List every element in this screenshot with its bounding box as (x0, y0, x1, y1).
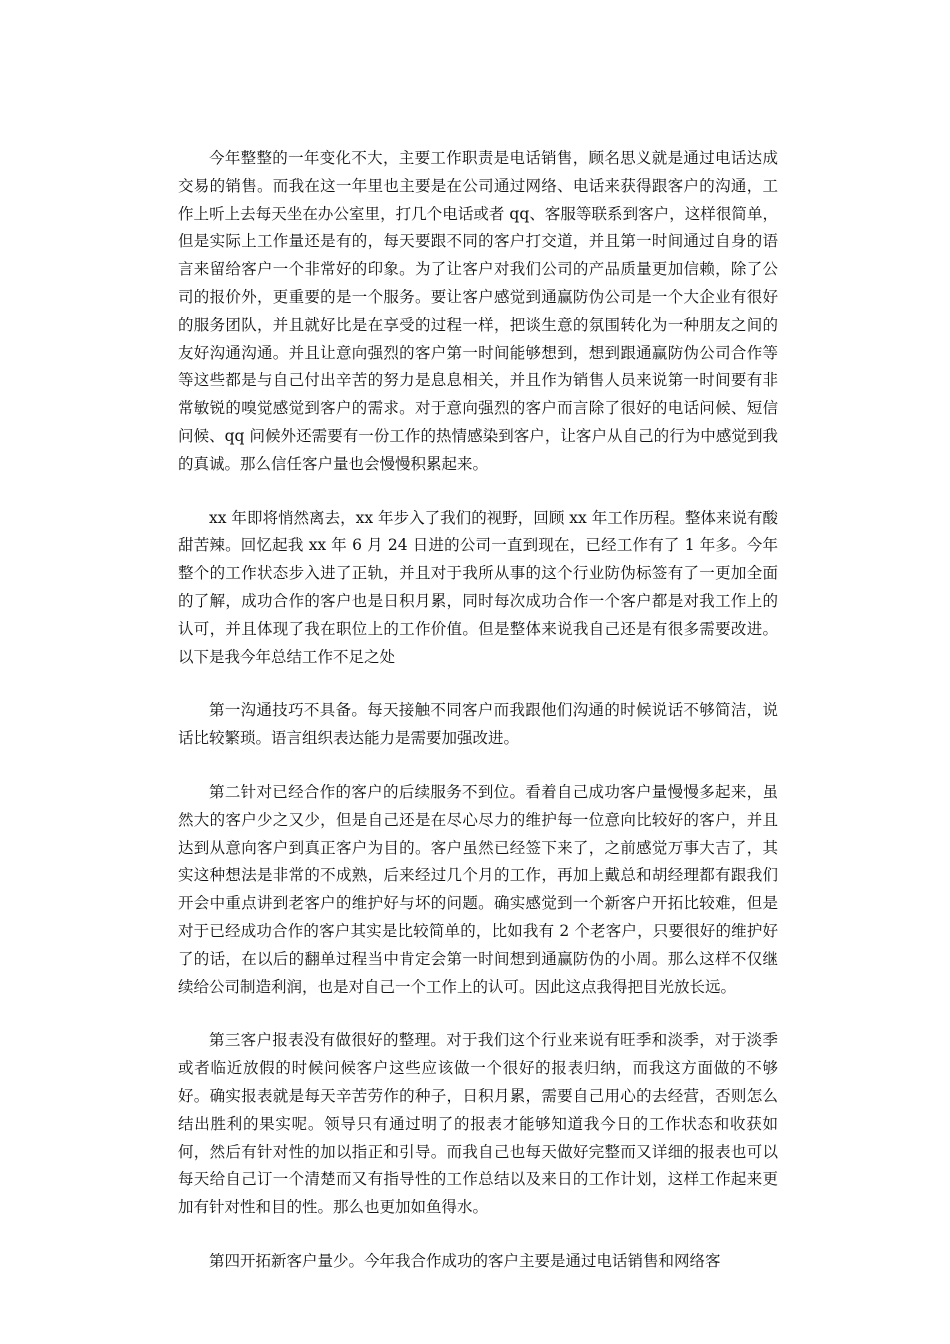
paragraph-point-3: 第三客户报表没有做很好的整理。对于我们这个行业来说有旺季和淡季，对于淡季或者临近放假的时候问候客户这些应该做一个很好的报表归纳，而我这方面做的不够好。确实报表就是每天辛苦劳作的种子，日积月累，需要自己用心的去经营，否则怎么结出胜利的果实呢。领导只有通过明了的报表才能够知道我今日的工作状态和收获如何，然后有针对性的加以指正和引导。而我自己也每天做好完整而又详细的报表也可以每天给自己订一个清楚而又有指导性的工作总结以及来日的工作计划，这样工作起来更加有针对性和目的性。那么也更加如鱼得水。 (178, 1031, 778, 1217)
paragraph-point-2: 第二针对已经合作的客户的后续服务不到位。看着自己成功客户量慢慢多起来，虽然大的客户少之又少，但是自己还是在尽心尽力的维护每一位意向比较好的客户，并且达到从意向客户到真正客户为目的。客户虽然已经签下来了，之前感觉万事大吉了，其实这种想法是非常的不成熟，后来经过几个月的工作，再加上戴总和胡经理都有跟我们开会中重点讲到老客户的维护好与坏的问题。确实感觉到一个新客户开拓比较难，但是对于已经成功合作的客户其实是比较简单的，比如我有 2 个老客户，只要很好的维护好了的话，在以后的翻单过程当中肯定会第一时间想到通赢防伪的小周。那么这样不仅继续给公司制造利润，也是对自己一个工作上的认可。因此这点我得把目光放长远。 (178, 782, 778, 996)
paragraph-review: xx 年即将悄然离去，xx 年步入了我们的视野，回顾 xx 年工作历程。整体来说有酸甜苦辣。回忆起我 xx 年 6 月 24 日进的公司一直到现在，已经工作有了 1 年多。今年整个的工作状态步入进了正轨，并且对于我所从事的这个行业防伪标签有了一更加全面的了解，成功合作的客户也是日积月累，同时每次成功合作一个客户都是对我工作上的认可，并且体现了我在职位上的工作价值。但是整体来说我自己还是有很多需要改进。以下是我今年总结工作不足之处 (178, 508, 778, 666)
paragraph-point-4: 第四开拓新客户量少。今年我合作成功的客户主要是通过电话销售和网络客 (209, 1251, 721, 1270)
document-page (178, 145, 778, 1302)
paragraph-point-1: 第一沟通技巧不具备。每天接触不同客户而我跟他们沟通的时候说话不够简洁，说话比较繁琐。语言组织表达能力是需要加强改进。 (178, 701, 778, 748)
paragraph-intro: 今年整整的一年变化不大，主要工作职责是电话销售，顾名思义就是通过电话达成交易的销售。而我在这一年里也主要是在公司通过网络、电话来获得跟客户的沟通，工作上听上去每天坐在办公室里，打几个电话或者 qq、客服等联系到客户，这样很简单，但是实际上工作量还是有的，每天要跟不同的客户打交道，并且第一时间通过自身的语言来留给客户一个非常好的印象。为了让客户对我们公司的产品质量更加信赖，除了公司的报价外，更重要的是一个服务。要让客户感觉到通赢防伪公司是一个大企业有很好的服务团队，并且就好比是在享受的过程一样，把谈生意的氛围转化为一种朋友之间的友好沟通沟通。并且让意向强烈的客户第一时间能够想到，想到跟通赢防伪公司合作等等这些都是与自己付出辛苦的努力是息息相关，并且作为销售人员来说第一时间要有非常敏锐的嗅觉感觉到客户的需求。对于意向强烈的客户而言除了很好的电话问候、短信问候、qq 问候外还需要有一份工作的热情感染到客户，让客户从自己的行为中感觉到我的真诚。那么信任客户量也会慢慢积累起来。 (178, 149, 778, 473)
